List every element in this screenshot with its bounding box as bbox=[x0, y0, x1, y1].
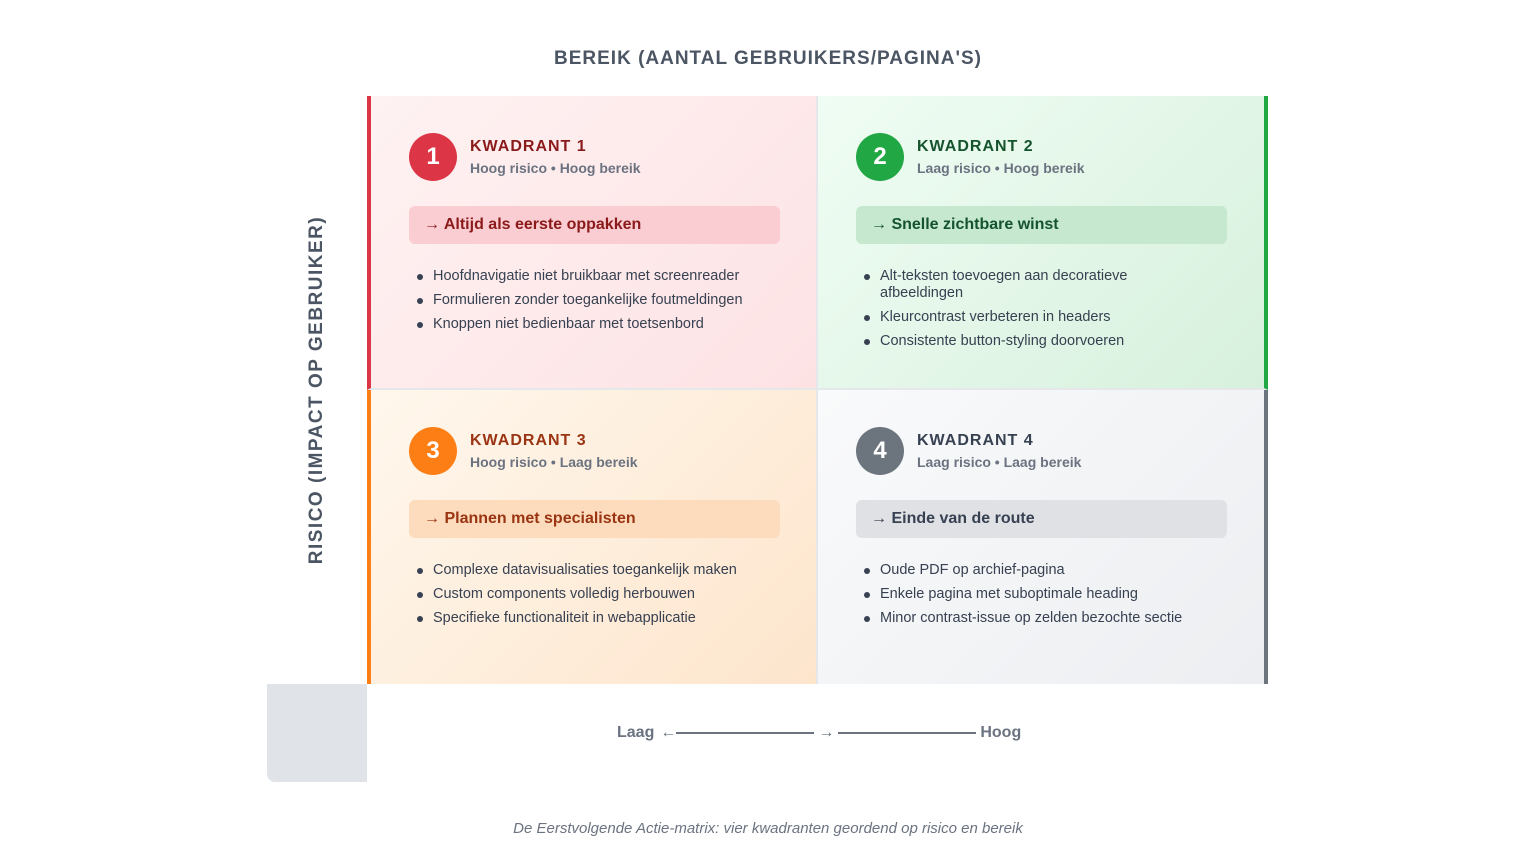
quadrant-action: → Plannen met specialisten bbox=[409, 500, 780, 538]
quadrant-3 bbox=[367, 390, 818, 684]
list-item: Alt-teksten toevoegen aan decoratieve afbeeldingen bbox=[864, 268, 1194, 302]
list-item: Oude PDF op archief-pagina bbox=[864, 562, 1194, 579]
x-axis-low-label: Laag bbox=[617, 724, 655, 741]
quadrant-title: KWADRANT 2 bbox=[917, 138, 1034, 155]
list-item: Knoppen niet bedienbaar met toetsenbord bbox=[417, 316, 747, 333]
quadrant-title: KWADRANT 1 bbox=[470, 138, 587, 155]
list-item: Consistente button-styling doorvoeren bbox=[864, 333, 1194, 350]
quadrant-matrix bbox=[367, 96, 1268, 684]
axis-line bbox=[838, 732, 976, 734]
figure-caption: De Eerstvolgende Actie-matrix: vier kwadranten geordend op risico en bereik bbox=[513, 820, 1023, 837]
matrix-title: BEREIK (AANTAL GEBRUIKERS/PAGINA'S) bbox=[554, 48, 982, 69]
list-item: Enkele pagina met suboptimale heading bbox=[864, 586, 1194, 603]
quadrant-4 bbox=[818, 390, 1268, 684]
quadrant-action: → Snelle zichtbare winst bbox=[856, 206, 1227, 244]
quadrant-1 bbox=[367, 96, 818, 390]
quadrant-number-badge: 2 bbox=[856, 133, 904, 181]
quadrant-subtitle: Hoog risico • Hoog bereik bbox=[470, 160, 641, 176]
quadrant-2 bbox=[818, 96, 1268, 390]
quadrant-subtitle: Hoog risico • Laag bereik bbox=[470, 454, 638, 470]
y-axis-label: RISICO (IMPACT OP GEBRUIKER) bbox=[306, 215, 327, 565]
x-axis-high-label: Hoog bbox=[980, 724, 1022, 741]
axis-line bbox=[676, 732, 814, 734]
quadrant-number-badge: 4 bbox=[856, 427, 904, 475]
quadrant-action: → Einde van de route bbox=[856, 500, 1227, 538]
list-item: Custom components volledig herbouwen bbox=[417, 586, 747, 603]
x-axis bbox=[617, 724, 1021, 742]
list-item: Hoofdnavigatie niet bruikbaar met screenreader bbox=[417, 268, 747, 285]
quadrant-action: → Altijd als eerste oppakken bbox=[409, 206, 780, 244]
quadrant-title: KWADRANT 3 bbox=[470, 432, 587, 449]
quadrant-subtitle: Laag risico • Hoog bereik bbox=[917, 160, 1085, 176]
list-item: Kleurcontrast verbeteren in headers bbox=[864, 309, 1194, 326]
axis-corner bbox=[267, 684, 367, 782]
list-item: Specifieke functionaliteit in webapplicatie bbox=[417, 610, 747, 627]
list-item: Complexe datavisualisaties toegankelijk maken bbox=[417, 562, 747, 579]
quadrant-number-badge: 1 bbox=[409, 133, 457, 181]
quadrant-number-badge: 3 bbox=[409, 427, 457, 475]
quadrant-title: KWADRANT 4 bbox=[917, 432, 1034, 449]
arrow-right-icon: → bbox=[818, 724, 835, 741]
arrow-left-icon: ← bbox=[660, 724, 677, 741]
list-item: Formulieren zonder toegankelijke foutmeldingen bbox=[417, 292, 747, 309]
quadrant-subtitle: Laag risico • Laag bereik bbox=[917, 454, 1082, 470]
list-item: Minor contrast-issue op zelden bezochte sectie bbox=[864, 610, 1194, 627]
